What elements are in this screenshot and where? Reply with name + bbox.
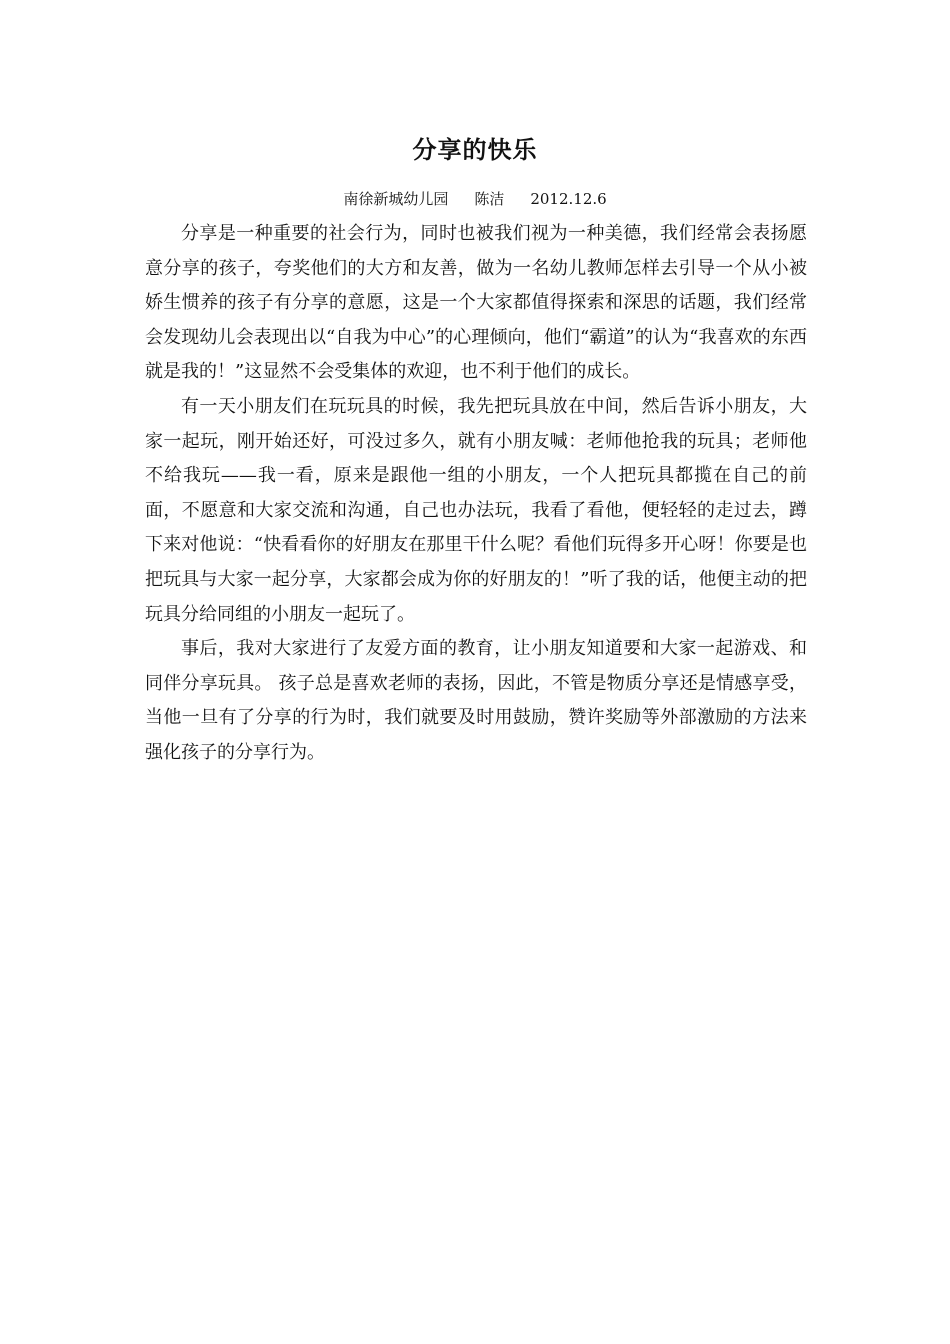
article-body	[145, 217, 807, 771]
paragraph-1: 分享是一种重要的社会行为，同时也被我们视为一种美德，我们经常会表扬愿意分享的孩子，夸奖他们的大方和友善，做为一名幼儿教师怎样去引导一个从小被娇生惯养的孩子有分享的意愿，这是一个大家都值得探索和深思的话题，我们经常会发现幼儿会表现出以“自我为中心”的心理倾向，他们“霸道”的认为“我喜欢的东西就是我的！”这显然不会受集体的欢迎，也不利于他们的成长。	[145, 223, 807, 383]
page-title: 分享的快乐	[412, 136, 538, 164]
byline	[0, 188, 950, 210]
byline-author: 陈洁	[474, 190, 505, 208]
byline-school: 南徐新城幼儿园	[343, 190, 449, 208]
byline-date: 2012.12.6	[530, 190, 607, 208]
paragraph-2: 有一天小朋友们在玩玩具的时候，我先把玩具放在中间，然后告诉小朋友，大家一起玩，刚开始还好，可没过多久，就有小朋友喊：老师他抢我的玩具；老师他不给我玩——我一看，原来是跟他一组的小朋友，一个人把玩具都揽在自己的前面，不愿意和大家交流和沟通，自己也办法玩，我看了看他，便轻轻的走过去，蹲下来对他说：“快看看你的好朋友在那里干什么呢？看他们玩得多开心呀！你要是也把玩具与大家一起分享，大家都会成为你的好朋友的！”听了我的话，他便主动的把玩具分给同组的小朋友一起玩了。	[145, 395, 807, 625]
paragraph-3: 事后，我对大家进行了友爱方面的教育，让小朋友知道要和大家一起游戏、和同伴分享玩具。 孩子总是喜欢老师的表扬，因此，不管是物质分享还是情感享受，当他一旦有了分享的行为时，我们就要及时用鼓励，赞许奖励等外部激励的方法来强化孩子的分享行为。	[145, 638, 807, 763]
